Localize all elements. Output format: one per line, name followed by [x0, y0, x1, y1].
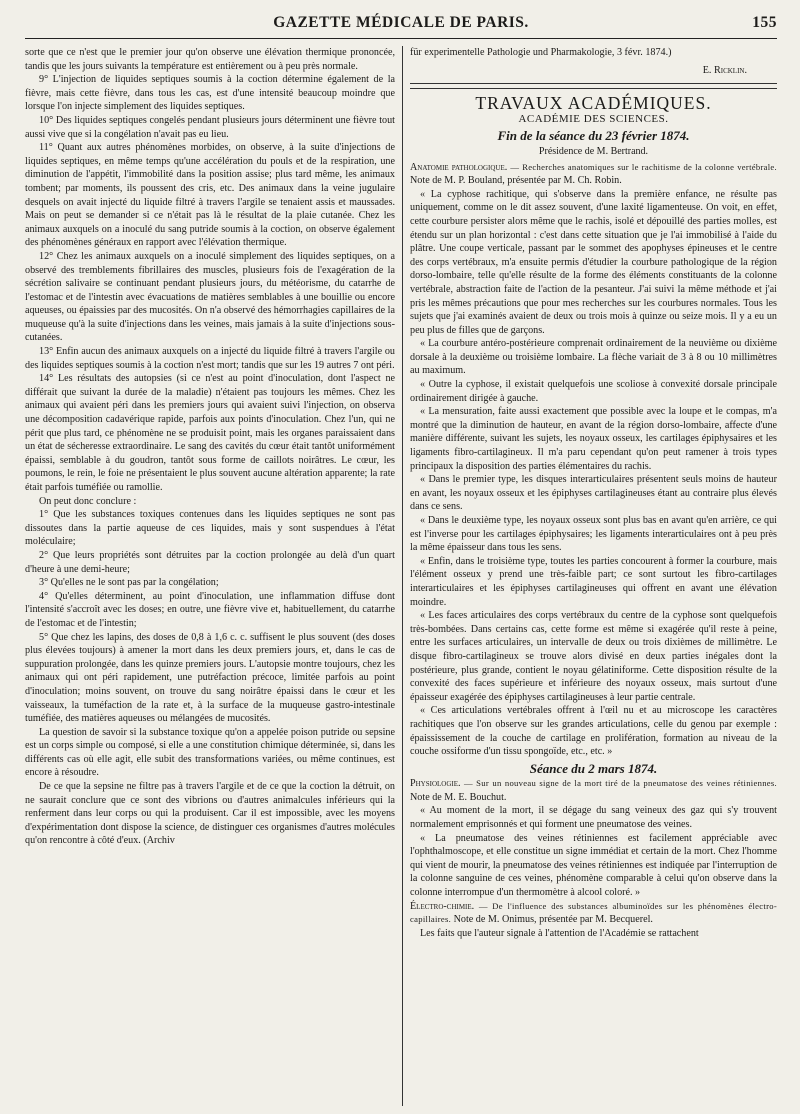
rubric-title: — De l'influence des substances albuminoïdes sur les phénomènes électro-capillaires. — [410, 900, 777, 925]
section-rule — [410, 88, 777, 89]
presidence-line: Présidence de M. Bertrand. — [538, 145, 649, 157]
paragraph: « Les faces articulaires des corps vertébraux du centre de la cyphose sont quelquefois très-bombées. Dans certains cas, cette forme est même si exagérée qu'il reste à peine, entre les surfaces articulaires, un intervalle de deux ou trois dixièmes de millimètre. Le disque fibro-cartilagineux se trouve alors divisé en deux parties inégales dont la postérieure, plus grande, contient le noyau gélatiniforme. Cette disposition résulte de la convexité des faces supérieure et inférieure des noyaux osseux, mais surtout d'une épaisseur exagérée des épiphyses cartilagineuses à leur partie centrale. — [410, 610, 777, 703]
paragraph: 13° Enfin aucun des animaux auxquels on a injecté du liquide filtré à travers l'argile ou des liquides septiques soumis à la coction n'est mort; tandis que sur les 19 autres 7 ont péri. — [25, 346, 395, 371]
session-heading: Fin de la séance du 23 février 1874. — [497, 128, 690, 144]
citation-continuation: für experimentelle Pathologie und Pharmakologie, 3 févr. 1874.) — [410, 47, 672, 58]
header-rule — [25, 38, 777, 39]
paragraph: Les faits que l'auteur signale à l'attention de l'Académie se rattachent — [420, 927, 699, 939]
paragraph: « Ces articulations vertébrales offrent à l'œil nu et au microscope les caractères rachitiques que l'on observe sur les grandes articulations, celle du genou par exemple : épaississement de la couche de cartilage en prolifération, formation au niveau de la couche ossiforme d'un tissu spongoïde, etc., etc. » — [410, 705, 777, 758]
paragraph: « La courbure antéro-postérieure comprenait ordinairement de la neuvième ou dixième dorsale à la deuxième ou troisième lombaire. La flèche variait de 3 à 8 ou 10 millimètres au maximum. — [410, 338, 777, 377]
rubric-heading — [410, 161, 777, 188]
paragraph: « Dans le premier type, les disques interarticulaires présentent seuls moins de hauteur en avant, les noyaux osseux et les épiphyses cartilagineuses étant au contraire plus élevés dans ce sens. — [410, 474, 777, 513]
paragraph: 11° Quant aux autres phénomènes morbides, on observe, à la suite d'injections de liquides septiques, en même temps qu'une accélération du pouls et de la respiration, une diminution de l'appétit, l'immobilité dans la position assise; plus tard même, les animaux tombent; par moments, ils poussent des cris, etc. Des animaux dans la veine jugulaire desquels on avait injecté du liquide filtré à travers l'argile se tenaient assis et maussades. Mais on peut se demander si ce n'était pas là le résultat de la plaie cutanée. Chez les animaux auxquels on a inoculé du sang putride soumis à la coction, on observe également des phénomènes généraux en rapport avec l'élévation thermique. — [25, 142, 395, 249]
right-column — [410, 46, 777, 1110]
rubric-title: — Recherches anatomiques sur le rachitisme de la colonne vertébrale. — [510, 161, 777, 172]
rubric-title: — Sur un nouveau signe de la mort tiré de la pneumatose des veines rétiniennes. — [463, 778, 777, 789]
paragraph: La question de savoir si la substance toxique qu'on a appelée poison putride ou sepsine est un corps simple ou composé, si elle a une constitution chimique déterminée, si, dans les différents cas où elle agit, elle subit des transformations variées, ou même continues, est encore à résoudre. — [25, 726, 395, 779]
rubric-note: Note de M. P. Bouland, présentée par M. Ch. Robin. — [410, 175, 622, 187]
paragraph: On peut donc conclure : — [39, 495, 137, 507]
rubric-heading — [410, 777, 777, 804]
rubric-heading — [410, 900, 777, 927]
rubric-label: Anatomie pathologique. — [410, 161, 508, 173]
paragraph: « La mensuration, faite aussi exactement que possible avec la loupe et le compas, m'a montré que la diminution de hauteur, en avant de la région dorso-lombaire, affecte d'une manière différente, suivant les sujets, les noyaux osseux, les cartilages épiphysaires et les ligaments fibro-cartilagineux. Il m'a paru cependant qu'on peut ramener à trois types principaux la disposition des parties élémentaires du rachis. — [410, 406, 777, 472]
rubric-note: Note de M. Onimus, présentée par M. Becquerel. — [453, 914, 653, 926]
journal-title: GAZETTE MÉDICALE DE PARIS. — [273, 14, 529, 31]
paragraph: 4° Qu'elles déterminent, au point d'inoculation, une inflammation diffuse dont l'intensité s'accroît avec les doses; en outre, une fièvre vive et, habituellement, du catarrhe de l'estomac et de l'intestin; — [25, 590, 395, 629]
paragraph: 2° Que leurs propriétés sont détruites par la coction prolongée au delà d'un quart d'heure à une demi-heure; — [25, 549, 395, 575]
rubric-label: Physiologie. — [410, 778, 461, 790]
page-number: 155 — [752, 14, 777, 31]
left-column — [25, 46, 395, 1110]
paragraph: 1° Que les substances toxiques contenues dans les liquides septiques ne sont pas dissoutes dans la partie aqueuse de ces liquides, mais y sont suspendues à l'état moléculaire; — [25, 509, 395, 548]
rubric-label: Électro-chimie. — [410, 900, 475, 912]
author-signature: E. Ricklin. — [702, 64, 747, 76]
section-title: TRAVAUX ACADÉMIQUES. — [475, 93, 712, 114]
paragraph: « Au moment de la mort, il se dégage du sang veineux des gaz qui s'y trouvent normalement emprisonnés et qui forment une pneumatose des veines. — [410, 805, 777, 831]
paragraph: 14° Les résultats des autopsies (si ce n'est au point d'inoculation, dont l'aspect ne différait que suivant la durée de la maladie) n'étaient pas toujours les mêmes. Chez les animaux qui avaient péri dans les premiers jours qui avaient suivi l'injection, on observa une décomposition cadavérique rapide, parfois aux points d'inoculation. Chez l'un, qui ne périt que plus tard, ce phénomène ne se produisit point, mais les organes paraissaient dans un état de sécheresse extraordinaire. Le sang des cavités du cœur était tantôt uniformément épaissi, semblable à du goudron, tantôt sous forme de caillots noirâtres. Le cœur, les poumons, le rein, le foie ne présentaient le plus souvent aucune altération apparente; la rate était parfois tuméfiée ou ramollie. — [25, 373, 395, 493]
paragraph: 12° Chez les animaux auxquels on a inoculé simplement des liquides septiques, on a observé des tremblements fibrillaires des muscles, plusieurs fois de l'exagération de la sécrétion salivaire se continuant pendant plusieurs jours, du météorisme, du catarrhe de l'estomac et de l'intestin avec évacuations de matières semblables à une bouillie ou encore aqueuses, ou épaissies par des mucosités. On n'a observé des hémorrhagies capillaires de la muqueuse qu'à la suite d'injections dans les veines, mais jamais à la suite d'injections sous-cutanées. — [25, 250, 395, 344]
paragraph: « La pneumatose des veines rétiniennes est facilement appréciable avec l'ophthalmoscope, et elle constitue un signe immédiat et certain de la mort. Chez l'homme qui vient de mourir, la pneumatose des veines rétiniennes est indiquée par l'interruption de la colonne sanguine de ces veines, phénomène comparable à celui qu'on observe dans la colonne interrompue d'un thermomètre à alcool coloré. » — [410, 832, 777, 899]
paragraph: 3° Qu'elles ne le sont pas par la congélation; — [39, 577, 219, 589]
section-rule — [410, 83, 777, 84]
paragraph: sorte que ce n'est que le premier jour qu'on observe une élévation thermique prononcée, tandis que les jours suivants la température est entièrement ou à peu près normale. — [25, 47, 395, 72]
paragraph: « Outre la cyphose, il existait quelquefois une scoliose à convexité dorsale principale ordinairement dirigée à gauche. — [410, 379, 777, 404]
paragraph: « Enfin, dans le troisième type, toutes les parties concourent à former la courbure, mais l'élément osseux y prend une très-faible part; ce sont surtout les fibro-cartilages interarticulaires et les épiphyses cartilagineuses qui offrent en avant une élévation moindre. — [410, 555, 777, 608]
paragraph: De ce que la sepsine ne filtre pas à travers l'argile et de ce que la coction la détruit, on ne saurait conclure que ce sont des vibrions ou d'autres animalcules inférieurs qui la renferment dans leur corps ou qui la produisent. Car il est impossible, avec les moyens d'expérimentation dont dispose la science, de distinguer ces organismes d'autres molécules qu'on rencontre à côté d'eux. (Archiv — [25, 781, 395, 847]
rubric-note: Note de M. E. Bouchut. — [410, 791, 507, 803]
paragraph: 10° Des liquides septiques congelés pendant plusieurs jours déterminent une fièvre tout aussi vive que si la congélation n'avait pas eu lieu. — [25, 114, 395, 140]
paragraph: 9° L'injection de liquides septiques soumis à la coction détermine également de la fièvre, mais cette fièvre, dans tous les cas, est d'une intensité beaucoup moindre que lorsque l'on injecte simplement des liquides septiques. — [25, 74, 395, 113]
paragraph: 5° Que chez les lapins, des doses de 0,8 à 1,6 c. c. suffisent le plus souvent (des doses plus élevées toujours) à amener la mort dans les deux premiers jours, et, dans le cas de suppuration prolongée, dans les quinze premiers jours. L'autopsie montre toujours, chez les animaux qui ont péri rapidement, une putréfaction précoce, limitée parfois au point d'inoculation; moins souvent, on trouve du sang noirâtre épaissi dans le cœur et les vaisseaux, la tuméfaction de la rate et, à la surface de la muqueuse gastro-intestinale tuméfiée, des matières aqueuses ou mélangées de mucosités. — [25, 631, 395, 725]
academy-heading: ACADÉMIE DES SCIENCES. — [518, 112, 669, 125]
paragraph: « Dans le deuxième type, les noyaux osseux sont plus bas en avant qu'en arrière, ce qui est l'inverse pour les cartilages épiphysaires; les ligaments interarticulaires ont à peu près la même épaisseur dans tous les sens. — [410, 515, 777, 554]
column-divider — [402, 46, 403, 1106]
running-header — [25, 14, 777, 36]
paragraph: « La cyphose rachitique, qui s'observe dans la première enfance, ne résulte pas uniquement, comme on le dit assez souvent, d'une laxité ligamenteuse. On voit, en effet, cette courbure persister alors même que le rachis, isolé et dépouillé des parties molles, est étendu sur un plan horizontal : c'est dans cette situation que je l'ai immobilisé à l'aide du plâtre. Une coupe verticale, passant par le sommet des apophyses épineuses et le centre des corps vertébraux, m'a ensuite permis d'étudier la courbure pathologique de la région dorso-lombaire, telle qu'elle résulte de la forme des éléments constituants de la colonne vertébrale, abstraction faite de l'action de la pesanteur. J'ai suivi la même méthode et j'ai pris les mêmes précautions que pour mes recherches sur les courbures normales. Tous les sujets que j'ai examinés avaient de deux ou trois mois à quinze ou seize mois. Il y a eu un peu plus de filles que de garçons. — [410, 188, 777, 336]
session-heading: Séance du 2 mars 1874. — [529, 760, 658, 776]
